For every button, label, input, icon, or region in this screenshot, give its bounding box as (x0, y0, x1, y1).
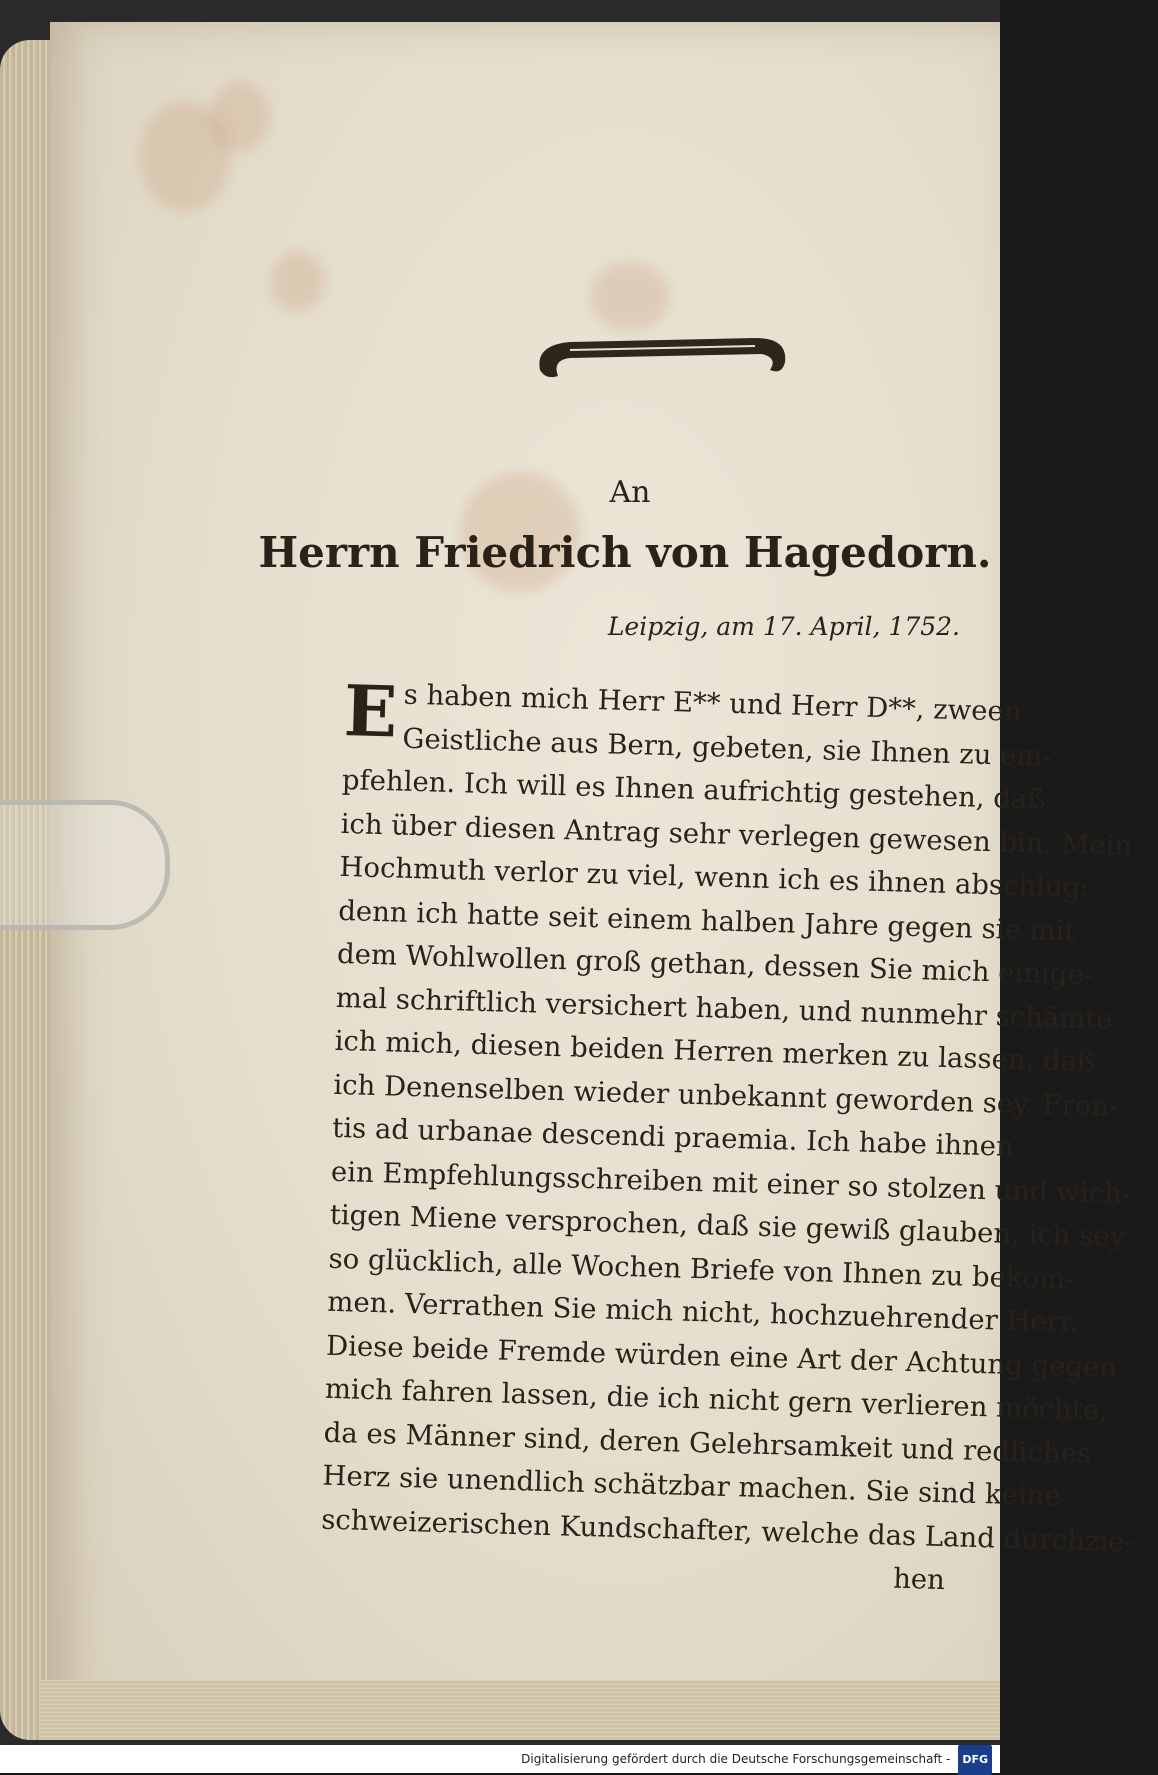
body-line: ich Denenselben wieder unbekannt geworden sey. Fron- (333, 1068, 1119, 1123)
body-line: so glücklich, alle Wochen Briefe von Ihnen zu bekom- (328, 1242, 1075, 1296)
body-line: Herz sie unendlich schätzbar machen. Sie sind keine (322, 1459, 1062, 1513)
footer-credit-text: Digitalisierung gefördert durch die Deutsche Forschungsgemeinschaft - (521, 1752, 951, 1766)
letter-recipient: Herrn Friedrich von Hagedorn. (258, 528, 992, 577)
body-line: ich mich, diesen beiden Herren merken zu lassen, daß (334, 1024, 1096, 1079)
body-line: tis ad urbanae descendi praemia. Ich habe ihnen (331, 1111, 1015, 1163)
body-line: da es Männer sind, deren Gelehrsamkeit und redliches (323, 1416, 1092, 1470)
foxing-stain (590, 262, 670, 332)
body-line: tigen Miene versprochen, daß sie gewiß glauben, ich sey (329, 1198, 1126, 1253)
foxing-stain (270, 252, 325, 312)
letter-salutation: An (609, 475, 651, 510)
page-clip (0, 800, 170, 930)
body-line: s haben mich Herr E** und Herr D**, zween (403, 678, 1022, 728)
digitization-footer (0, 1745, 1000, 1773)
header-ornament (530, 330, 795, 390)
letter-dateline: Leipzig, am 17. April, 1752. (607, 612, 960, 641)
body-line: mich fahren lassen, die ich nicht gern verlieren möchte, (324, 1372, 1109, 1427)
body-line: pfehlen. Ich will es Ihnen aufrichtig gestehen, daß (341, 763, 1047, 816)
body-line: ein Empfehlungsschreiben mit einer so stolzen und wich- (330, 1155, 1132, 1210)
body-line: Hochmuth verlor zu viel, wenn ich es ihnen abschlug: (339, 850, 1090, 904)
dfg-logo: DFG (958, 1745, 992, 1775)
body-line: men. Verrathen Sie mich nicht, hochzuehrender Herr. (326, 1285, 1080, 1339)
letter-body (319, 669, 1135, 1603)
body-line: Geistliche aus Bern, gebeten, sie Ihnen zu em- (402, 722, 1053, 773)
body-line: dem Wohlwollen groß gethan, dessen Sie mich einige- (336, 937, 1094, 991)
body-line: denn ich hatte seit einem halben Jahre gegen sie mit (337, 894, 1076, 947)
body-line: mal schriftlich versichert haben, und nunmehr schämte (335, 981, 1114, 1036)
catchword: hen (892, 1562, 946, 1597)
page-bottom-edges (40, 1680, 1000, 1740)
body-line: schweizerischen Kundschafter, welche das Land durchzie- (320, 1503, 1135, 1558)
body-line: Diese beide Fremde würden eine Art der Achtung gegen (325, 1329, 1118, 1384)
drop-cap: E (342, 669, 399, 754)
foxing-stain (210, 82, 270, 152)
body-line: ich über diesen Antrag sehr verlegen gewesen bin. Mein (340, 807, 1133, 862)
